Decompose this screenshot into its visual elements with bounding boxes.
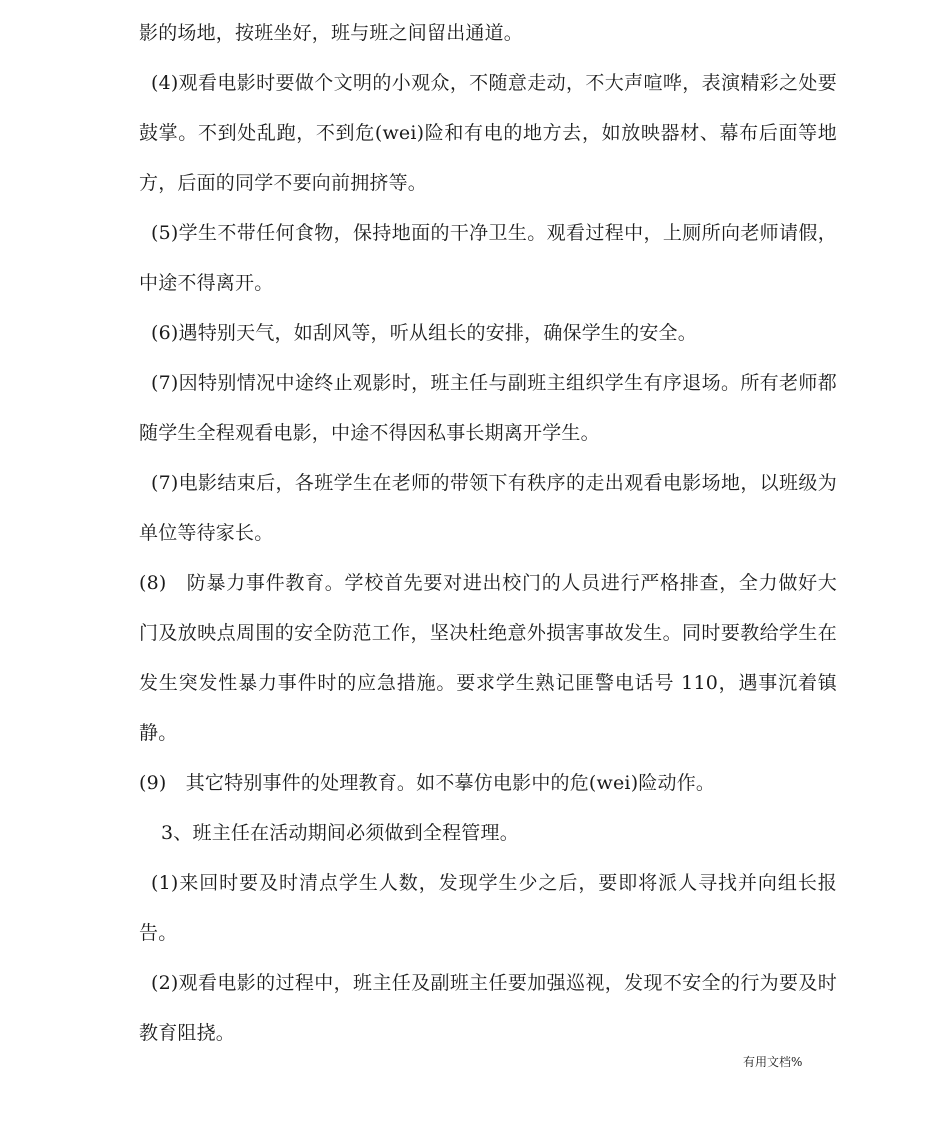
paragraph-continuation: 影的场地，按班坐好，班与班之间留出通道。 (139, 22, 524, 44)
paragraph-item-4: (4)观看电影时要做个文明的小观众，不随意走动，不大声喧哗，表演精彩之处要鼓掌。不到处乱跑，不到危(wei)险和有电的地方去，如放映器材、幕布后面等地方，后面的同学不要向前拥挤等。 (139, 72, 837, 194)
paragraph-item-8: (8) 防暴力事件教育。学校首先要对进出校门的人员进行严格排查，全力做好大门及放映点周围的安全防范工作，坚决杜绝意外损害事故发生。同时要教给学生在发生突发性暴力事件时的应急措施。要求学生熟记匪警电话号 110，遇事沉着镇静。 (139, 572, 837, 744)
paragraph-item-7a: (7)因特别情况中途终止观影时，班主任与副班主组织学生有序退场。所有老师都随学生全程观看电影，中途不得因私事长期离开学生。 (139, 372, 837, 444)
paragraph-subitem-1: (1)来回时要及时清点学生人数，发现学生少之后，要即将派人寻找并向组长报告。 (139, 872, 837, 944)
document-body (139, 8, 837, 1058)
section-heading-3: 3、班主任在活动期间必须做到全程管理。 (161, 822, 519, 844)
paragraph-subitem-2: (2)观看电影的过程中，班主任及副班主任要加强巡视，发现不安全的行为要及时教育阻挠。 (139, 972, 837, 1044)
paragraph-item-6: (6)遇特别天气，如刮风等，听从组长的安排，确保学生的安全。 (151, 322, 697, 344)
paragraph-item-7b: (7)电影结束后，各班学生在老师的带领下有秩序的走出观看电影场地，以班级为单位等待家长。 (139, 472, 837, 544)
paragraph-item-9: (9) 其它特别事件的处理教育。如不摹仿电影中的危(wei)险动作。 (139, 772, 716, 794)
paragraph-item-5: (5)学生不带任何食物，保持地面的干净卫生。观看过程中，上厕所向老师请假，中途不得离开。 (139, 222, 837, 294)
page-footer: 有用文档% (743, 1055, 803, 1069)
